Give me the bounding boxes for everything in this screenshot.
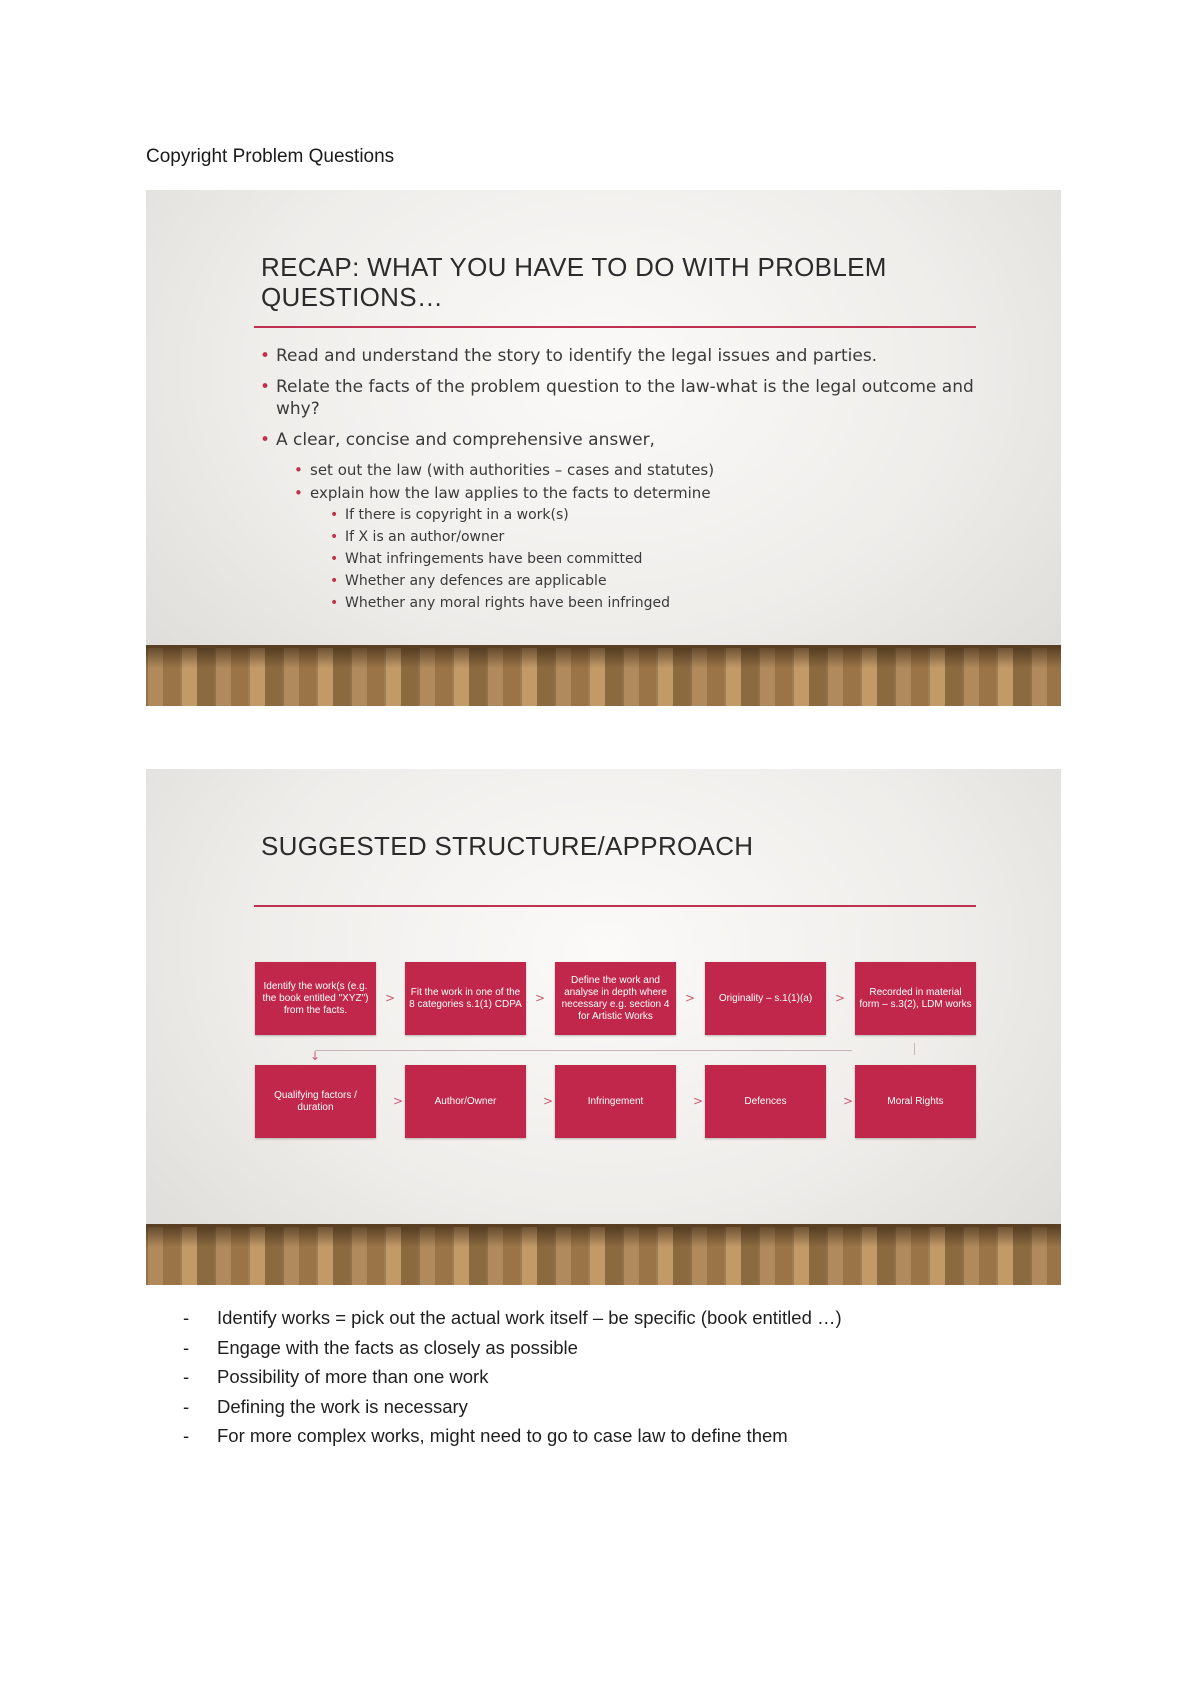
flow-step-identify-work: Identify the work(s (e.g. the book entitled "XYZ") from the facts.	[255, 962, 376, 1035]
note-item: - Defining the work is necessary	[183, 1392, 842, 1422]
flow-step-qualifying: Qualifying factors / duration	[255, 1065, 376, 1138]
arrow-right-icon: >	[835, 991, 846, 1005]
slide-recap	[146, 190, 1061, 706]
arrow-right-icon: >	[685, 991, 696, 1005]
bullet-item: • A clear, concise and comprehensive answer,	[258, 429, 978, 451]
sub-sub-bullet-item: • If X is an author/owner	[258, 528, 978, 546]
flow-step-define-work: Define the work and analyse in depth where necessary e.g. section 4 for Artistic Works	[555, 962, 676, 1035]
sub-sub-bullet-item: • What infringements have been committed	[258, 550, 978, 568]
flow-connector	[914, 1043, 915, 1055]
note-item: - For more complex works, might need to go to case law to define them	[183, 1421, 842, 1451]
bullet-item: • Relate the facts of the problem question to the law-what is the legal outcome and why?	[258, 376, 978, 420]
flow-step-defences: Defences	[705, 1065, 826, 1138]
sub-sub-bullet-item: • Whether any moral rights have been infringed	[258, 594, 978, 612]
wood-floor-image	[146, 645, 1061, 706]
arrow-right-icon: >	[535, 991, 546, 1005]
flow-step-moral-rights: Moral Rights	[855, 1065, 976, 1138]
slide-title: RECAP: WHAT YOU HAVE TO DO WITH PROBLEM QUESTIONS…	[261, 252, 887, 312]
arrow-right-icon: >	[543, 1094, 554, 1108]
flow-step-author-owner: Author/Owner	[405, 1065, 526, 1138]
wood-floor-image	[146, 1224, 1061, 1285]
sub-bullet-item: • explain how the law applies to the facts to determine	[258, 483, 978, 503]
sub-sub-bullet-item: • If there is copyright in a work(s)	[258, 506, 978, 524]
flow-step-fit-category: Fit the work in one of the 8 categories s.1(1) CDPA	[405, 962, 526, 1035]
sub-bullet-item: • set out the law (with authorities – cases and statutes)	[258, 460, 978, 480]
arrow-down-icon: ↓	[310, 1049, 321, 1063]
arrow-right-icon: >	[843, 1094, 854, 1108]
sub-sub-bullet-item: • Whether any defences are applicable	[258, 572, 978, 590]
arrow-right-icon: >	[693, 1094, 704, 1108]
note-item: - Identify works = pick out the actual work itself – be specific (book entitled …)	[183, 1303, 842, 1333]
slide-title: SUGGESTED STRUCTURE/APPROACH	[261, 831, 754, 861]
flow-step-originality: Originality – s.1(1)(a)	[705, 962, 826, 1035]
bullet-list	[258, 345, 978, 616]
arrow-right-icon: >	[385, 991, 396, 1005]
slide-structure	[146, 769, 1061, 1285]
flow-step-recorded: Recorded in material form – s.3(2), LDM works	[855, 962, 976, 1035]
note-item: - Possibility of more than one work	[183, 1362, 842, 1392]
arrow-right-icon: >	[393, 1094, 404, 1108]
flow-connector	[315, 1050, 852, 1051]
flow-step-infringement: Infringement	[555, 1065, 676, 1138]
notes-list	[183, 1303, 842, 1451]
title-underline	[254, 905, 976, 907]
note-item: - Engage with the facts as closely as possible	[183, 1333, 842, 1363]
bullet-item: • Read and understand the story to identify the legal issues and parties.	[258, 345, 978, 367]
title-underline	[254, 326, 976, 328]
document-title: Copyright Problem Questions	[146, 146, 395, 167]
